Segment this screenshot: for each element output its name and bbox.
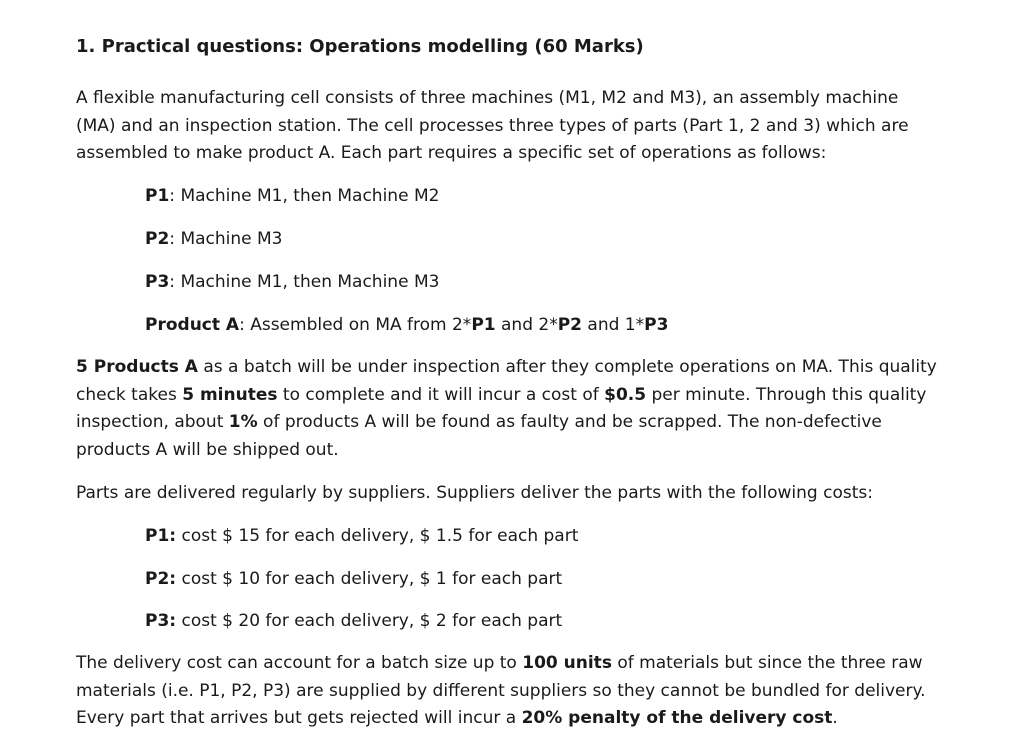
cost-text: cost $ 20 for each delivery, $ 2 for each part — [176, 611, 563, 631]
product-a-item — [145, 314, 668, 336]
product-text: and 2* — [495, 315, 558, 335]
product-text: and 1* — [582, 315, 645, 335]
operation-label: P1 — [145, 186, 170, 206]
cost-item-p1 — [145, 525, 578, 547]
product-part-p3: P3 — [644, 315, 669, 335]
inspection-line-1 — [76, 354, 956, 382]
cost-label: P2: — [145, 569, 177, 589]
operation-sep: : — [169, 272, 181, 292]
delivery-line-3 — [76, 705, 956, 733]
cost-label: P3: — [145, 611, 177, 631]
inspection-line-2 — [76, 382, 956, 410]
text: of materials but since the three raw — [611, 653, 923, 673]
operation-label: P3 — [145, 272, 170, 292]
inspection-line-3 — [76, 409, 956, 437]
intro-paragraph — [76, 85, 956, 168]
delivery-line-1 — [76, 650, 956, 678]
operation-text: Machine M1, then Machine M3 — [180, 272, 440, 292]
operation-text: Machine M1, then Machine M2 — [180, 186, 440, 206]
cost-label: P1: — [145, 526, 177, 546]
text: inspection, about — [76, 412, 229, 432]
cost-item-p2 — [145, 568, 562, 590]
text: of products A will be found as faulty and be scrapped. The non-defective — [257, 412, 882, 432]
operation-sep: : — [169, 186, 181, 206]
suppliers-intro-text: Parts are delivered regularly by suppliers. Suppliers deliver the parts with the following costs: — [76, 483, 873, 503]
intro-line-1: A flexible manufacturing cell consists of three machines (M1, M2 and M3), an assembly machine — [76, 88, 899, 108]
text: check takes — [76, 384, 183, 405]
bold-text: $0.5 — [604, 384, 647, 405]
inspection-paragraph — [76, 354, 956, 464]
operation-item-p3 — [145, 271, 439, 293]
text: The delivery cost can account for a batch size up to — [76, 653, 523, 673]
text: per minute. Through this quality — [646, 384, 927, 405]
section-heading: 1. Practical questions: Operations modelling (60 Marks) — [76, 36, 644, 57]
text: . — [832, 708, 838, 728]
operation-item-p1 — [145, 185, 439, 207]
operation-item-p2 — [145, 228, 283, 250]
cost-text: cost $ 10 for each delivery, $ 1 for each part — [176, 569, 563, 589]
operation-text: Machine M3 — [180, 229, 283, 249]
cost-text: cost $ 15 for each delivery, $ 1.5 for each part — [176, 526, 579, 546]
intro-line-3: assembled to make product A. Each part requires a specific set of operations as follows: — [76, 143, 827, 163]
operation-label: P2 — [145, 229, 170, 249]
delivery-line-2: materials (i.e. P1, P2, P3) are supplied by different suppliers so they cannot be bundled for delivery. — [76, 680, 926, 701]
text: Every part that arrives but gets rejected will incur a — [76, 708, 522, 728]
operation-sep: : — [169, 229, 181, 249]
bold-text: 5 Products A — [76, 357, 198, 377]
bold-text: 20% penalty of the delivery cost — [521, 708, 833, 728]
text: to complete and it will incur a cost of — [277, 384, 605, 405]
product-label: Product A — [145, 315, 240, 335]
text: as a batch will be under inspection after they complete operations on MA. This quality — [197, 357, 937, 377]
bold-text: 5 minutes — [182, 384, 278, 405]
inspection-line-4: products A will be shipped out. — [76, 439, 339, 460]
intro-line-2: (MA) and an inspection station. The cell processes three types of parts (Part 1, 2 and 3) which are — [76, 115, 909, 136]
suppliers-intro — [76, 480, 956, 508]
cost-item-p3 — [145, 610, 562, 632]
delivery-paragraph — [76, 650, 956, 733]
product-part-p1: P1 — [471, 315, 496, 335]
product-part-p2: P2 — [557, 315, 583, 335]
bold-text: 100 units — [522, 653, 612, 673]
bold-text: 1% — [228, 412, 258, 432]
product-text: : Assembled on MA from 2* — [239, 315, 472, 335]
